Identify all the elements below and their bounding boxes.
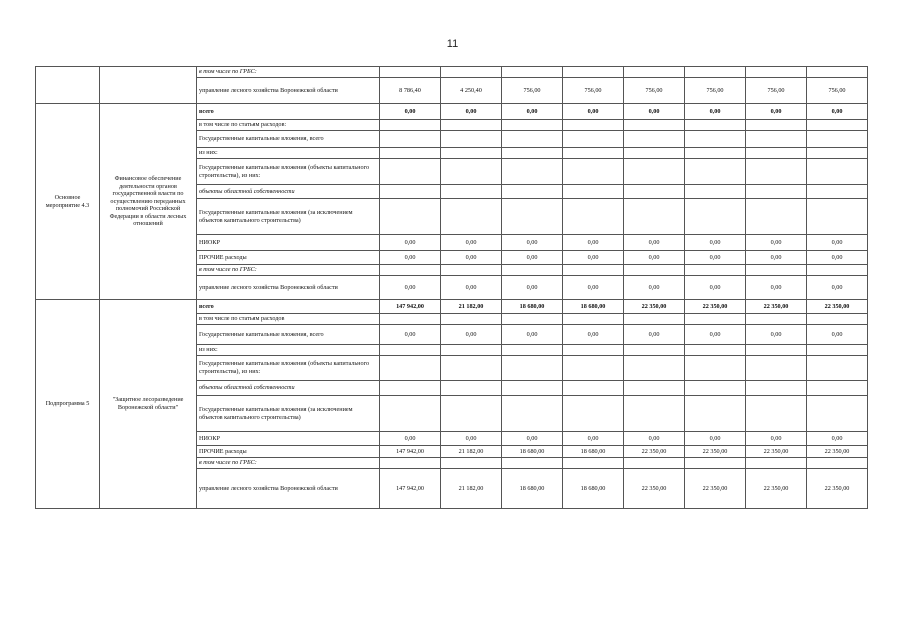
- amount-cell: 0,00: [685, 251, 746, 265]
- amount-cell: [624, 120, 685, 131]
- amount-cell: 0,00: [502, 432, 563, 446]
- funding-source-cell: Государственные капитальные вложения (объекты капитального строительства), из них:: [197, 356, 380, 381]
- amount-cell: [502, 356, 563, 381]
- amount-cell: [441, 345, 502, 356]
- amount-cell: [624, 356, 685, 381]
- funding-source-cell: управление лесного хозяйства Воронежской области: [197, 469, 380, 509]
- amount-cell: [685, 159, 746, 185]
- amount-cell: [563, 381, 624, 396]
- amount-cell: [441, 396, 502, 432]
- amount-cell: [380, 265, 441, 276]
- amount-cell: [563, 131, 624, 148]
- amount-cell: 0,00: [807, 104, 868, 120]
- amount-cell: 0,00: [807, 235, 868, 251]
- amount-cell: [380, 381, 441, 396]
- amount-cell: [807, 356, 868, 381]
- amount-cell: [441, 458, 502, 469]
- funding-source-cell: Государственные капитальные вложения (за исключением объектов капитального строительства): [197, 396, 380, 432]
- funding-source-cell: ПРОЧИЕ расходы: [197, 446, 380, 458]
- amount-cell: 0,00: [807, 251, 868, 265]
- amount-cell: [807, 396, 868, 432]
- amount-cell: 22 350,00: [807, 446, 868, 458]
- amount-cell: 21 182,00: [441, 300, 502, 314]
- amount-cell: 0,00: [807, 276, 868, 300]
- amount-cell: [624, 265, 685, 276]
- amount-cell: 0,00: [380, 104, 441, 120]
- amount-cell: [624, 396, 685, 432]
- amount-cell: [380, 199, 441, 235]
- amount-cell: [380, 458, 441, 469]
- amount-cell: 0,00: [746, 104, 807, 120]
- amount-cell: [441, 131, 502, 148]
- amount-cell: [746, 265, 807, 276]
- amount-cell: [563, 396, 624, 432]
- amount-cell: [563, 148, 624, 159]
- amount-cell: [380, 120, 441, 131]
- amount-cell: 0,00: [502, 325, 563, 345]
- amount-cell: [563, 67, 624, 78]
- funding-source-cell: из них:: [197, 345, 380, 356]
- table-row: [36, 67, 868, 78]
- amount-cell: [746, 67, 807, 78]
- amount-cell: 22 350,00: [685, 300, 746, 314]
- amount-cell: [563, 265, 624, 276]
- funding-source-cell: Государственные капитальные вложения (объекты капитального строительства), из них:: [197, 159, 380, 185]
- funding-source-cell: Государственные капитальные вложения, всего: [197, 325, 380, 345]
- amount-cell: 0,00: [380, 325, 441, 345]
- amount-cell: 0,00: [563, 432, 624, 446]
- amount-cell: 0,00: [624, 432, 685, 446]
- budget-table: [35, 66, 868, 509]
- amount-cell: 0,00: [380, 251, 441, 265]
- amount-cell: [807, 345, 868, 356]
- amount-cell: 22 350,00: [624, 300, 685, 314]
- amount-cell: [746, 396, 807, 432]
- funding-source-cell: из них:: [197, 148, 380, 159]
- amount-cell: [807, 265, 868, 276]
- amount-cell: 0,00: [563, 325, 624, 345]
- amount-cell: [563, 120, 624, 131]
- amount-cell: [624, 345, 685, 356]
- amount-cell: [563, 159, 624, 185]
- funding-source-cell: всего: [197, 300, 380, 314]
- amount-cell: [746, 120, 807, 131]
- amount-cell: 0,00: [624, 235, 685, 251]
- amount-cell: [685, 185, 746, 199]
- amount-cell: [380, 396, 441, 432]
- amount-cell: 0,00: [624, 251, 685, 265]
- amount-cell: [624, 131, 685, 148]
- amount-cell: 22 350,00: [685, 446, 746, 458]
- amount-cell: [746, 199, 807, 235]
- amount-cell: [441, 120, 502, 131]
- amount-cell: 22 350,00: [624, 469, 685, 509]
- amount-cell: [624, 381, 685, 396]
- amount-cell: [685, 148, 746, 159]
- amount-cell: 0,00: [685, 432, 746, 446]
- amount-cell: [502, 396, 563, 432]
- amount-cell: [380, 159, 441, 185]
- amount-cell: 756,00: [685, 78, 746, 104]
- amount-cell: [807, 131, 868, 148]
- amount-cell: 18 680,00: [563, 300, 624, 314]
- amount-cell: 22 350,00: [807, 300, 868, 314]
- amount-cell: [380, 67, 441, 78]
- amount-cell: [441, 381, 502, 396]
- funding-source-cell: Государственные капитальные вложения (за исключением объектов капитального строительства): [197, 199, 380, 235]
- amount-cell: 18 680,00: [502, 300, 563, 314]
- amount-cell: [807, 458, 868, 469]
- amount-cell: [380, 356, 441, 381]
- amount-cell: 0,00: [502, 251, 563, 265]
- amount-cell: [685, 356, 746, 381]
- amount-cell: 0,00: [502, 104, 563, 120]
- amount-cell: 18 680,00: [563, 446, 624, 458]
- amount-cell: 0,00: [563, 251, 624, 265]
- funding-source-cell: объекты областной собственности: [197, 185, 380, 199]
- amount-cell: [746, 381, 807, 396]
- amount-cell: 22 350,00: [746, 469, 807, 509]
- amount-cell: 0,00: [502, 276, 563, 300]
- amount-cell: 0,00: [807, 325, 868, 345]
- amount-cell: [380, 314, 441, 325]
- funding-source-cell: ПРОЧИЕ расходы: [197, 251, 380, 265]
- amount-cell: [563, 314, 624, 325]
- amount-cell: [502, 67, 563, 78]
- amount-cell: [563, 199, 624, 235]
- amount-cell: 756,00: [624, 78, 685, 104]
- amount-cell: 22 350,00: [685, 469, 746, 509]
- amount-cell: [441, 199, 502, 235]
- program-description-cell: [100, 67, 197, 104]
- amount-cell: [502, 159, 563, 185]
- amount-cell: [502, 314, 563, 325]
- amount-cell: [502, 199, 563, 235]
- amount-cell: 147 942,00: [380, 446, 441, 458]
- amount-cell: 147 942,00: [380, 300, 441, 314]
- amount-cell: [441, 265, 502, 276]
- amount-cell: 21 182,00: [441, 446, 502, 458]
- table-row: [36, 300, 868, 314]
- amount-cell: [502, 148, 563, 159]
- amount-cell: [685, 381, 746, 396]
- amount-cell: 0,00: [685, 276, 746, 300]
- amount-cell: 0,00: [624, 325, 685, 345]
- amount-cell: [807, 120, 868, 131]
- amount-cell: 0,00: [746, 325, 807, 345]
- amount-cell: [685, 458, 746, 469]
- amount-cell: [563, 458, 624, 469]
- amount-cell: [441, 159, 502, 185]
- program-description-cell: "Защитное лесоразведение Воронежской области": [100, 300, 197, 509]
- amount-cell: [502, 265, 563, 276]
- funding-source-cell: Государственные капитальные вложения, всего: [197, 131, 380, 148]
- amount-cell: 0,00: [685, 235, 746, 251]
- funding-source-cell: в том числе по статьям расходов: [197, 314, 380, 325]
- amount-cell: [746, 356, 807, 381]
- amount-cell: [624, 458, 685, 469]
- amount-cell: [502, 458, 563, 469]
- amount-cell: [441, 67, 502, 78]
- funding-source-cell: объекты областной собственности: [197, 381, 380, 396]
- amount-cell: 147 942,00: [380, 469, 441, 509]
- amount-cell: [746, 131, 807, 148]
- amount-cell: [624, 185, 685, 199]
- amount-cell: [807, 159, 868, 185]
- amount-cell: 0,00: [685, 104, 746, 120]
- amount-cell: 22 350,00: [624, 446, 685, 458]
- amount-cell: [624, 159, 685, 185]
- amount-cell: [807, 314, 868, 325]
- amount-cell: 22 350,00: [746, 446, 807, 458]
- amount-cell: 0,00: [441, 251, 502, 265]
- amount-cell: 0,00: [746, 251, 807, 265]
- amount-cell: 8 786,40: [380, 78, 441, 104]
- amount-cell: 0,00: [380, 235, 441, 251]
- funding-source-cell: управление лесного хозяйства Воронежской области: [197, 276, 380, 300]
- amount-cell: 756,00: [563, 78, 624, 104]
- amount-cell: 0,00: [563, 104, 624, 120]
- amount-cell: 0,00: [746, 432, 807, 446]
- funding-source-cell: в том числе по ГРБС:: [197, 265, 380, 276]
- page-number: 11: [446, 38, 459, 50]
- amount-cell: [746, 159, 807, 185]
- amount-cell: 756,00: [746, 78, 807, 104]
- program-name-cell: Основное мероприятие 4.3: [36, 104, 100, 300]
- funding-source-cell: всего: [197, 104, 380, 120]
- amount-cell: 0,00: [441, 325, 502, 345]
- amount-cell: [685, 314, 746, 325]
- program-description-cell: Финансовое обеспечение деятельности органов государственной власти по осуществлению переданных полномочий Российской Федерации в области лесных отношений: [100, 104, 197, 300]
- amount-cell: [685, 67, 746, 78]
- amount-cell: [441, 148, 502, 159]
- amount-cell: [563, 185, 624, 199]
- amount-cell: [441, 356, 502, 381]
- amount-cell: 0,00: [441, 432, 502, 446]
- funding-source-cell: НИОКР: [197, 235, 380, 251]
- amount-cell: [563, 356, 624, 381]
- amount-cell: [502, 131, 563, 148]
- amount-cell: [502, 345, 563, 356]
- amount-cell: [624, 148, 685, 159]
- program-name-cell: [36, 67, 100, 104]
- amount-cell: [563, 345, 624, 356]
- funding-source-cell: в том числе по статьям расходов:: [197, 120, 380, 131]
- amount-cell: 0,00: [441, 104, 502, 120]
- amount-cell: 0,00: [685, 325, 746, 345]
- amount-cell: 756,00: [807, 78, 868, 104]
- amount-cell: [624, 314, 685, 325]
- amount-cell: 22 350,00: [807, 469, 868, 509]
- amount-cell: [624, 67, 685, 78]
- amount-cell: 18 680,00: [502, 469, 563, 509]
- amount-cell: [685, 199, 746, 235]
- amount-cell: 18 680,00: [502, 446, 563, 458]
- amount-cell: [502, 185, 563, 199]
- table-row: [36, 104, 868, 120]
- amount-cell: 22 350,00: [746, 300, 807, 314]
- amount-cell: 4 250,40: [441, 78, 502, 104]
- amount-cell: 18 680,00: [563, 469, 624, 509]
- amount-cell: [380, 148, 441, 159]
- amount-cell: [380, 185, 441, 199]
- amount-cell: 0,00: [502, 235, 563, 251]
- amount-cell: [807, 199, 868, 235]
- amount-cell: 0,00: [563, 276, 624, 300]
- amount-cell: 0,00: [807, 432, 868, 446]
- amount-cell: [685, 265, 746, 276]
- amount-cell: 0,00: [746, 235, 807, 251]
- funding-source-cell: управление лесного хозяйства Воронежской области: [197, 78, 380, 104]
- amount-cell: [380, 345, 441, 356]
- amount-cell: 756,00: [502, 78, 563, 104]
- amount-cell: [441, 314, 502, 325]
- amount-cell: [746, 314, 807, 325]
- amount-cell: [807, 148, 868, 159]
- amount-cell: [685, 131, 746, 148]
- amount-cell: [380, 131, 441, 148]
- amount-cell: 0,00: [624, 104, 685, 120]
- amount-cell: [441, 185, 502, 199]
- amount-cell: [685, 120, 746, 131]
- funding-source-cell: в том числе по ГРБС:: [197, 67, 380, 78]
- funding-source-cell: НИОКР: [197, 432, 380, 446]
- amount-cell: [807, 67, 868, 78]
- amount-cell: 21 182,00: [441, 469, 502, 509]
- amount-cell: 0,00: [380, 276, 441, 300]
- budget-table-body: [36, 67, 868, 509]
- amount-cell: [807, 381, 868, 396]
- funding-source-cell: в том числе по ГРБС:: [197, 458, 380, 469]
- amount-cell: [746, 185, 807, 199]
- amount-cell: [746, 148, 807, 159]
- amount-cell: [502, 120, 563, 131]
- amount-cell: 0,00: [624, 276, 685, 300]
- amount-cell: 0,00: [441, 276, 502, 300]
- amount-cell: 0,00: [380, 432, 441, 446]
- amount-cell: [685, 396, 746, 432]
- amount-cell: 0,00: [441, 235, 502, 251]
- amount-cell: [746, 345, 807, 356]
- amount-cell: [624, 199, 685, 235]
- amount-cell: 0,00: [563, 235, 624, 251]
- program-name-cell: Подпрограмма 5: [36, 300, 100, 509]
- amount-cell: [807, 185, 868, 199]
- amount-cell: [685, 345, 746, 356]
- amount-cell: [746, 458, 807, 469]
- amount-cell: 0,00: [746, 276, 807, 300]
- amount-cell: [502, 381, 563, 396]
